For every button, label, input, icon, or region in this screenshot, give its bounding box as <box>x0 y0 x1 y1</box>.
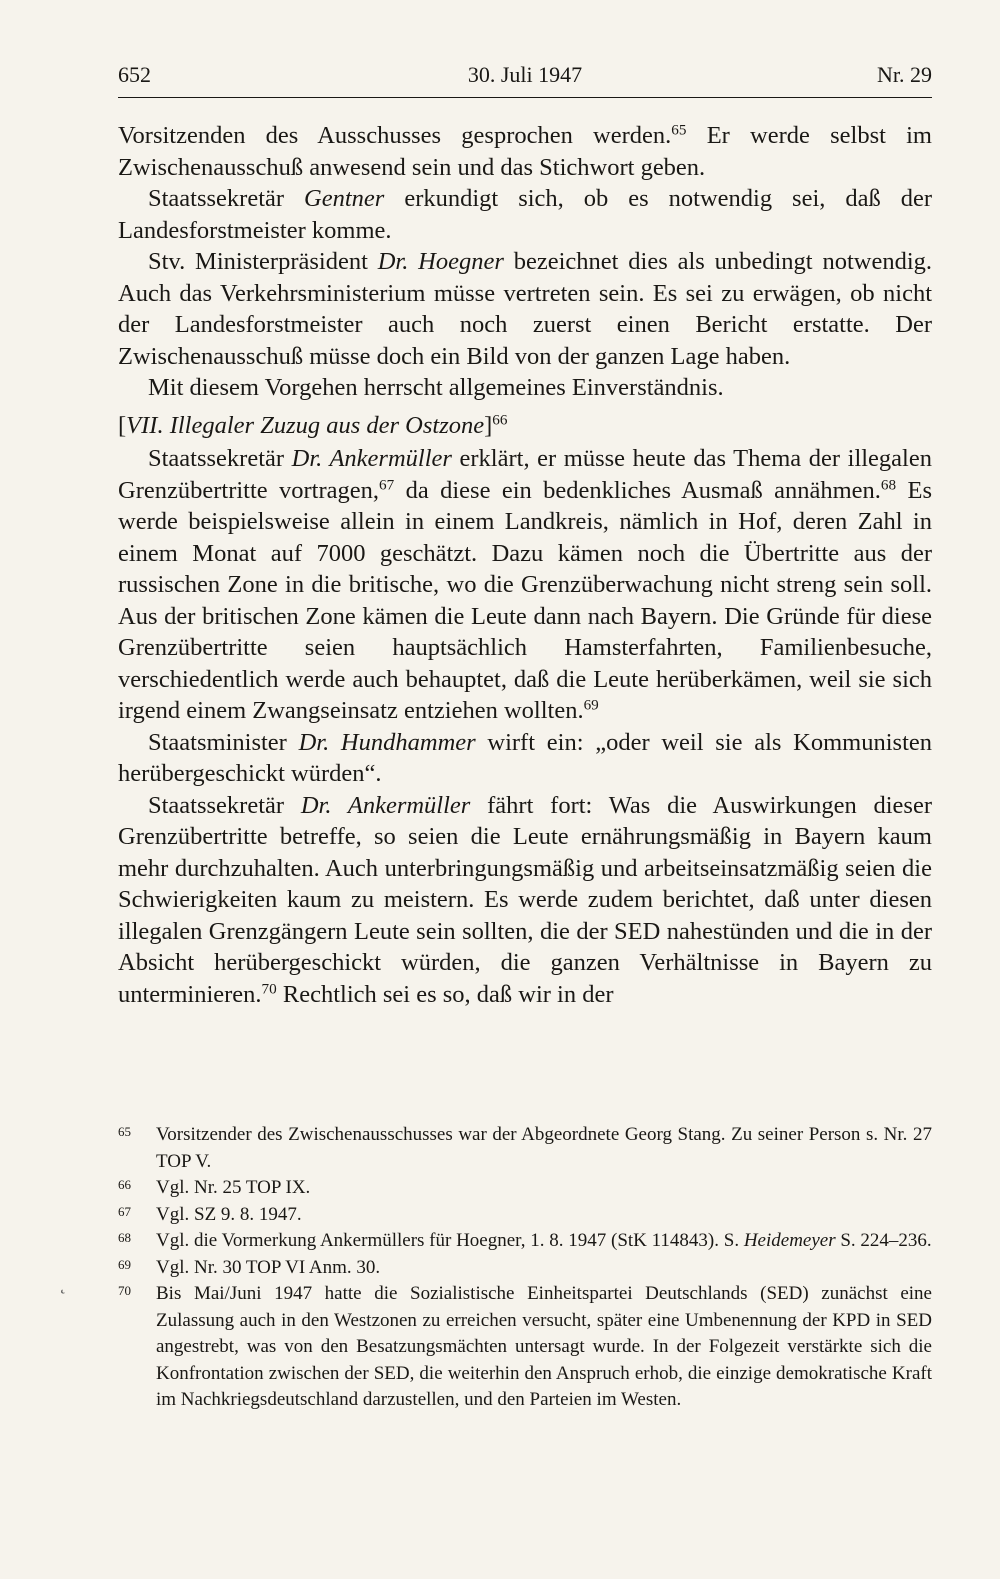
paragraph: Staatsminister Dr. Hundhammer wirft ein: „oder weil sie als Kommunisten herübergeschickt würden“. <box>118 728 932 787</box>
document-number: Nr. 29 <box>877 62 932 87</box>
cited-author: Heidemeyer <box>743 1230 836 1251</box>
speaker-name: Dr. Ankermüller <box>291 445 452 472</box>
paragraph: Staatssekretär Dr. Ankermüller fährt fort: Was die Auswirkungen dieser Grenzübertritte betreffe, so seien die Leute ernährungsmäßig in Bayern kaum mehr durchzuhalten. Auch unterbringungsmäßig und arbeitseinsatzmäßig seien die Schwierigkeiten kaum zu meistern. Es werde zudem berichtet, daß unter diesen illegalen Grenzgängern Leute sein sollten, die der SED nahestünden und die in der Absicht herübergeschickt würden, die ganzen Verhältnisse in Bayern zu unterminieren.$^{70}$ Rechtlich sei es so, daß wir in der <box>118 791 932 1008</box>
footnote-text: Bis Mai/Juni 1947 hatte die Sozialistische Einheitspartei Deutschlands (SED) zunächst eine Zulassung auch in den Westzonen zu erreichen versucht, später eine Umbenennung der KPD in SED angestrebt, was von den Besatzungsmächten untersagt wurde. In der Folgezeit verstärkte sich die Konfrontation zwischen der SED, die weiterhin den Anspruch erhob, die einzige demokratische Kraft im Nachkriegsdeutschland darzustellen, und den Parteien im Westen. <box>156 1283 932 1410</box>
footnote-number: 65 <box>118 1124 131 1139</box>
footnote-text: Vgl. SZ 9. 8. 1947. <box>156 1203 302 1225</box>
footnotes <box>118 1122 932 1414</box>
running-header <box>118 62 932 96</box>
footnote <box>118 1281 932 1414</box>
speaker-name: Dr. Hoegner <box>377 248 504 275</box>
paragraph: Vorsitzenden des Ausschusses gesprochen werden.$^{65}$ Er werde selbst im Zwischenausschuß anwesend sein und das Stichwort geben. <box>118 121 932 181</box>
footnote <box>118 1175 932 1202</box>
page-number: 652 <box>118 62 151 87</box>
paragraph: Staatssekretär Gentner erkundigt sich, ob es notwendig sei, daß der Landesforstmeister komme. <box>118 185 933 244</box>
speaker-name: Dr. Hundhammer <box>298 728 476 756</box>
paragraph: Stv. Ministerpräsident Dr. Hoegner bezeichnet dies als unbedingt notwendig. Auch das Verkehrsministerium müsse vertreten sein. Es sei zu erwägen, ob nicht der Landesforstmeister auch noch zuerst einen Bericht erstatte. Der Zwischenausschuß müsse doch ein Bild von der ganzen Lage haben. <box>118 248 932 370</box>
speaker-name: Dr. Ankermüller <box>300 791 471 819</box>
main-text <box>118 120 932 1010</box>
footnote-ref: 70 <box>261 980 277 998</box>
footnote-number: 67 <box>118 1203 131 1219</box>
footnote-number: 66 <box>118 1177 131 1192</box>
footnote-number: 68 <box>118 1230 131 1245</box>
header-rule <box>118 97 932 98</box>
footnote-number: 70 <box>118 1283 131 1298</box>
footnote-text: Vgl. Nr. 30 TOP VI Anm. 30. <box>156 1256 381 1278</box>
paragraph: Staatssekretär Dr. Ankermüller erklärt, er müsse heute das Thema der illegalen Grenzübertritte vortragen,$^{67}$ da diese ein bedenkliches Ausmaß annähmen.$^{68}$ Es werde beispielsweise allein in einem Landkreis, nämlich in Hof, deren Zahl in einem Monat auf 7000 geschätzt. Dazu kämen noch die Übertritte aus der russischen Zone in die britische, wo die Grenzüberwachung nicht streng sein soll. Aus der britischen Zone kämen die Leute dann nach Bayern. Die Gründe für diese Grenzübertritte seien hauptsächlich Hamsterfahrten, Familienbesuche, verschiedentlich werde auch behauptet, daß die Leute herüberkämen, weil sie sich irgend einem Zwangseinsatz entziehen wollten.$^{69}$ <box>118 445 932 724</box>
agenda-heading: [VII. Illegaler Zuzug aus der Ostzone]$^{66}$ <box>118 411 508 439</box>
footnote-ref: 69 <box>583 696 599 714</box>
footnote <box>118 1228 932 1255</box>
speaker-name: Gentner <box>304 185 385 212</box>
paragraph: Mit diesem Vorgehen herrscht allgemeines Einverständnis. <box>148 374 724 401</box>
footnote-ref: 67 <box>379 476 395 494</box>
footnote-number: 69 <box>118 1256 131 1272</box>
footnote-text: Vgl. die Vormerkung Ankermüllers für Hoegner, 1. 8. 1947 (StK 114843). S. Heidemeyer S. 224–236. <box>156 1230 932 1251</box>
pencil-mark: ˛ <box>60 1274 66 1294</box>
footnote-ref: 68 <box>880 476 897 494</box>
footnote <box>118 1122 932 1175</box>
footnote-ref: 65 <box>671 121 687 139</box>
header-date: 30. Juli 1947 <box>467 62 583 87</box>
footnote-text: Vorsitzender des Zwischenausschusses war der Abgeordnete Georg Stang. Zu seiner Person s. Nr. 27 TOP V. <box>156 1124 932 1172</box>
footnote-text: Vgl. Nr. 25 TOP IX. <box>156 1177 311 1198</box>
footnote-ref: 66 <box>492 411 508 429</box>
footnote <box>118 1202 932 1229</box>
footnote <box>118 1255 932 1282</box>
